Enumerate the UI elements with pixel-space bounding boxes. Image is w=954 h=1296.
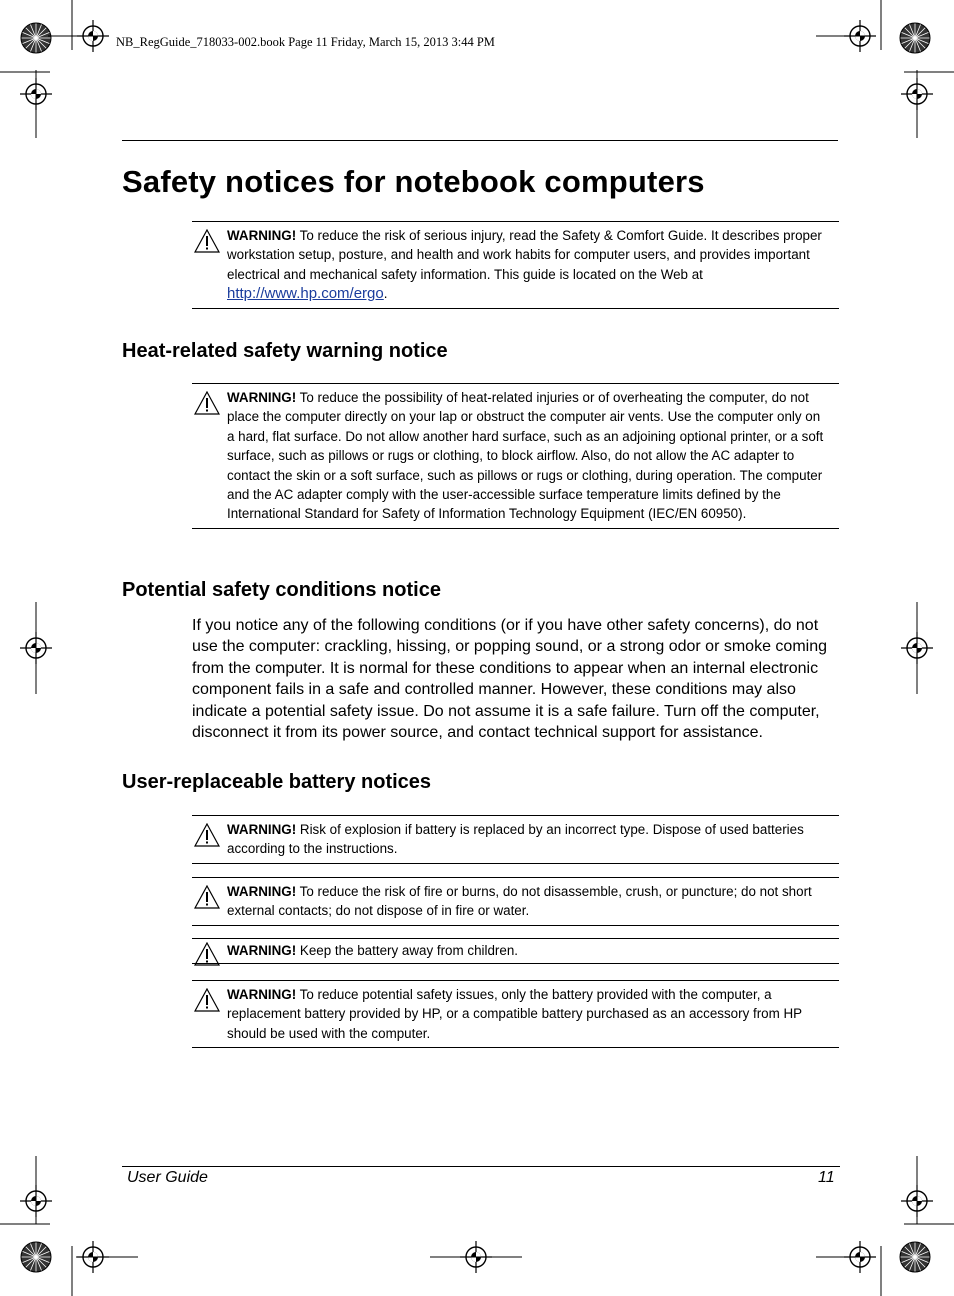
warning-text xyxy=(227,878,839,925)
warning-triangle-icon xyxy=(194,942,220,966)
warning-label: WARNING! xyxy=(227,884,297,899)
warning-label: WARNING! xyxy=(227,228,297,243)
warning-body-end: . xyxy=(383,286,388,302)
warning-body: Risk of explosion if battery is replaced by an incorrect type. Dispose of used batteries according to the instructions. xyxy=(227,822,804,857)
warning-body: To reduce potential safety issues, only the battery provided with the computer, a replacement battery provided by HP, or a compatible battery purchased as an accessory from HP should be used with the computer. xyxy=(227,987,802,1041)
warning-text xyxy=(227,384,839,528)
warning-body: To reduce the risk of fire or burns, do not disassemble, crush, or puncture; do not short external contacts; do not dispose of in fire or water. xyxy=(227,884,812,919)
warning-triangle-icon xyxy=(194,823,220,847)
footer-title: User Guide xyxy=(127,1169,208,1186)
heat-warning xyxy=(192,383,839,529)
warning-label: WARNING! xyxy=(227,987,297,1002)
battery-warning xyxy=(192,877,839,926)
footer-rule xyxy=(122,1166,840,1167)
warning-label: WARNING! xyxy=(227,822,297,837)
warning-triangle-icon xyxy=(194,885,220,909)
heat-section-heading: Heat-related safety warning notice xyxy=(122,340,448,362)
ergo-link[interactable]: http://www.hp.com/ergo xyxy=(227,285,384,303)
star-target-icon xyxy=(21,1242,51,1272)
warning-triangle-icon xyxy=(194,391,220,415)
intro-warning xyxy=(192,221,839,309)
page-title: Safety notices for notebook computers xyxy=(122,164,705,199)
battery-warning xyxy=(192,815,839,864)
warning-body: To reduce the possibility of heat-related injuries or of overheating the computer, do not place the computer directly on your lap or obstruct the computer air vents. Use the computer only on a hard, flat surface. Do not allow another hard surface, such as an adjoining optional printer, or a soft surface, such as pillows or rugs or clothing, to block airflow. Also, do not allow the AC adapter to contact the skin or a soft surface, such as pillows or rugs or clothing, during operation. The computer and the AC adapter comply with the user-accessible surface temperature limits defined by the International Standard for Safety of Information Technology Equipment (IEC/EN 60950). xyxy=(227,390,824,522)
conditions-section-heading: Potential safety conditions notice xyxy=(122,579,441,601)
print-slug: NB_RegGuide_718033-002.book Page 11 Friday, March 15, 2013 3:44 PM xyxy=(116,35,495,49)
warning-label: WARNING! xyxy=(227,390,297,405)
star-target-icon xyxy=(900,1242,930,1272)
battery-warning xyxy=(192,938,839,964)
conditions-paragraph: If you notice any of the following conditions (or if you have other safety concerns), do not use the computer: crackling, hissing, or popping sound, or a strong odor or smoke coming from the computer. It is normal for these conditions to appear when an internal electronic component fails in a safe and controlled manner. However, these conditions may also indicate a potential safety issue. Do not assume it is a safe failure. Turn off the computer, disconnect it from its power source, and contact technical support for assistance. xyxy=(192,617,827,742)
warning-text xyxy=(227,816,839,863)
battery-section-heading: User-replaceable battery notices xyxy=(122,771,432,793)
warning-body: To reduce the risk of serious injury, read the Safety & Comfort Guide. It describes proper workstation setup, posture, and health and work habits for computer users, and provides important electrical and mechanical safety information. This guide is located on the Web at xyxy=(227,228,822,282)
battery-warning xyxy=(192,980,839,1048)
warning-text xyxy=(227,939,839,963)
warning-body: Keep the battery away from children. xyxy=(296,943,518,958)
header-rule xyxy=(122,140,838,141)
warning-label: WARNING! xyxy=(227,943,297,958)
warning-triangle-icon xyxy=(194,988,220,1012)
star-target-icon xyxy=(21,23,51,53)
warning-text xyxy=(227,222,839,308)
page-number: 11 xyxy=(818,1169,835,1186)
star-target-icon xyxy=(900,23,930,53)
warning-text xyxy=(227,981,839,1047)
warning-triangle-icon xyxy=(194,229,220,253)
